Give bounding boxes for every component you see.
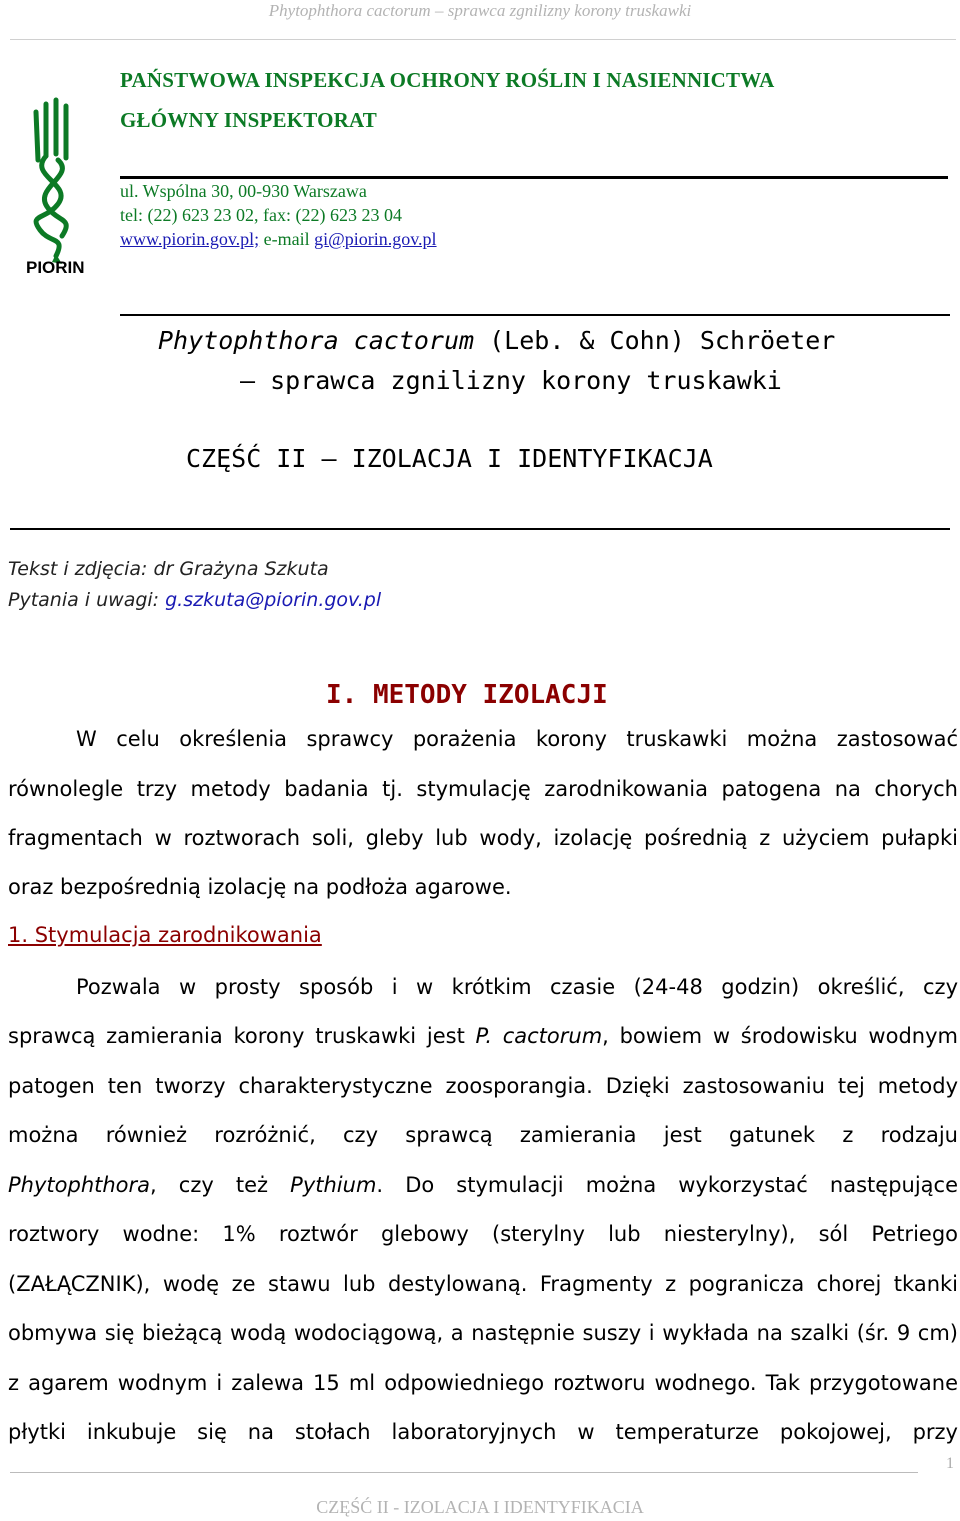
header-divider <box>10 39 956 40</box>
italic-genus: Pythium <box>290 1173 377 1197</box>
paragraph-line <box>8 1021 958 1051</box>
contact-credit <box>8 589 381 611</box>
paragraph-line: oraz bezpośrednią izolację na podłoża agarowe. <box>8 875 512 899</box>
email-label: e-mail <box>259 229 315 249</box>
author-email-link[interactable]: g.szkuta@piorin.gov.pl <box>165 589 382 611</box>
title-divider-bottom <box>10 528 950 530</box>
text-span: , czy też <box>150 1173 291 1197</box>
author-credit: Tekst i zdjęcia: dr Grażyna Szkuta <box>8 558 329 580</box>
document-subtitle: – sprawca zgnilizny korony truskawki <box>240 366 782 395</box>
organization-name: PAŃSTWOWA INSPEKCJA OCHRONY ROŚLIN I NASIENNICTWA <box>120 68 775 92</box>
text-span: sprawcą zamierania korony truskawki jest <box>8 1024 476 1048</box>
document-part: CZĘŚĆ II – IZOLACJA I IDENTYFIKACJA <box>186 444 713 473</box>
paragraph-line: (ZAŁĄCZNIK), wodę ze stawu lub destylowaną. Fragmenty z pogranicza chorej tkanki <box>8 1272 958 1296</box>
running-footer: CZĘŚĆ II - IZOLACJA I IDENTYFIKACIA <box>316 1497 644 1517</box>
piorin-logo-icon <box>18 96 88 266</box>
subsection-heading: 1. Stymulacja zarodnikowania <box>8 923 322 947</box>
italic-species: P. cactorum <box>475 1024 603 1048</box>
paragraph-line: Pozwala w prosty sposób i w krótkim czasie (24-48 godzin) określić, czy <box>76 975 958 999</box>
paragraph-line: płytki inkubuje się na stołach laboratoryjnych w temperaturze pokojowej, przy <box>8 1420 958 1444</box>
contact-line <box>120 228 437 250</box>
address-line: ul. Wspólna 30, 00-930 Warszawa <box>120 181 367 201</box>
paragraph-line <box>8 1170 958 1200</box>
text-span: . Do stymulacji można wykorzystać następujące <box>376 1173 959 1197</box>
paragraph-line: patogen ten tworzy charakterystyczne zoosporangia. Dzięki zastosowaniu tej metody <box>8 1074 958 1098</box>
running-header: Phytophthora cactorum – sprawca zgnilizny korony truskawki <box>268 1 692 20</box>
footer-divider <box>10 1472 918 1473</box>
paragraph-line: roztwory wodne: 1% roztwór glebowy (sterylny lub niesterylny), sól Petriego <box>8 1222 958 1246</box>
species-name: Phytophthora cactorum <box>158 326 475 355</box>
paragraph-line: można również rozróżnić, czy sprawcą zamierania jest gatunek z rodzaju <box>8 1123 958 1147</box>
document-title <box>158 326 835 355</box>
email-link[interactable]: gi@piorin.gov.pl <box>314 229 437 249</box>
title-divider-top <box>120 314 950 316</box>
page-number: 1 <box>946 1455 954 1472</box>
phone-line: tel: (22) 623 23 02, fax: (22) 623 23 04 <box>120 205 402 225</box>
address-divider <box>120 176 948 179</box>
questions-label: Pytania i uwagi: <box>8 589 166 611</box>
paragraph-line: fragmentach w roztworach soli, gleby lub wody, izolację pośrednią z użyciem pułapki <box>8 826 958 850</box>
paragraph-line: obmywa się bieżącą wodą wodociągową, a następnie suszy i wykłada na szalki (śr. 9 cm) <box>8 1321 958 1345</box>
section-heading: I. METODY IZOLACJI <box>326 680 608 710</box>
paragraph-line: z agarem wodnym i zalewa 15 ml odpowiedniego roztworu wodnego. Tak przygotowane <box>8 1371 958 1395</box>
species-authors: (Leb. & Cohn) Schröeter <box>474 326 836 355</box>
website-link[interactable]: www.piorin.gov.pl; <box>120 229 260 249</box>
paragraph-line: W celu określenia sprawcy porażenia korony truskawki można zastosować <box>76 727 958 751</box>
paragraph-line: równolegle trzy metody badania tj. stymulację zarodnikowania patogena na chorych <box>8 777 958 801</box>
italic-genus: Phytophthora <box>8 1173 151 1197</box>
organization-subtitle: GŁÓWNY INSPEKTORAT <box>120 108 378 132</box>
logo-label: PIORIN <box>26 258 85 277</box>
text-span: , bowiem w środowisku wodnym <box>602 1024 958 1048</box>
